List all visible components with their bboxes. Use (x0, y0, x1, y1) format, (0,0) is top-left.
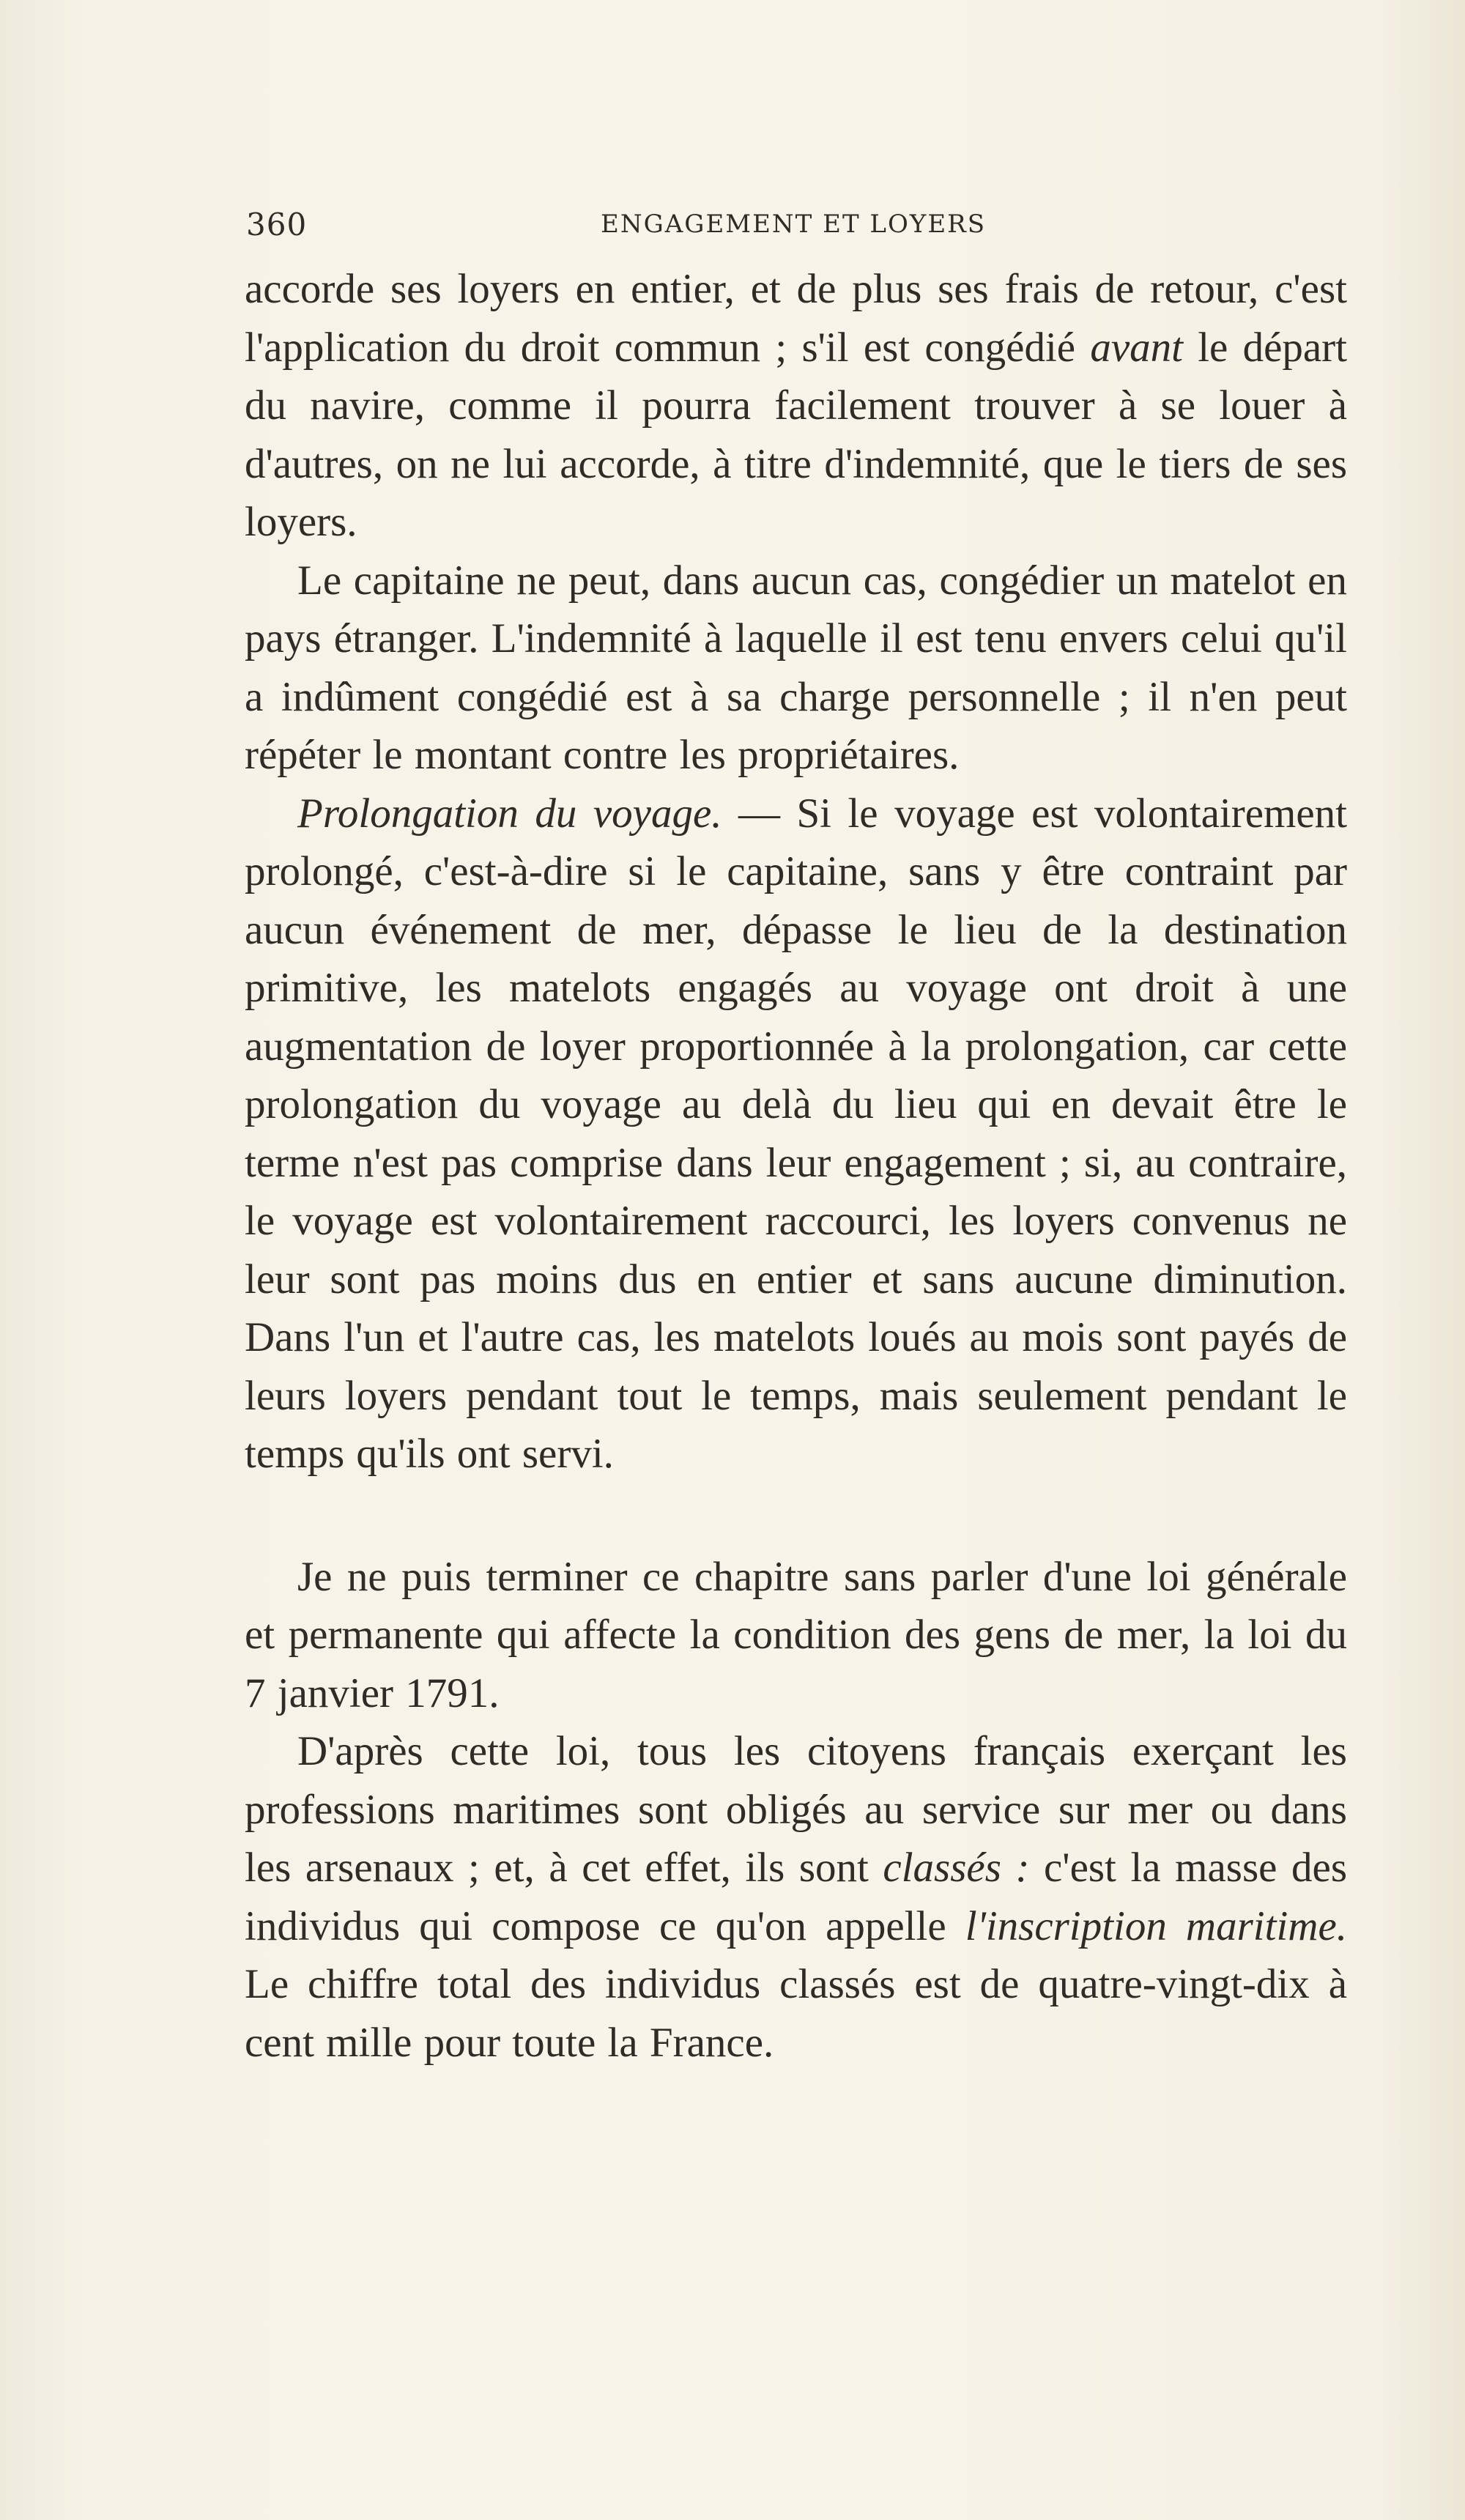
running-title: ENGAGEMENT ET LOYERS (601, 210, 987, 239)
paragraph-1-text: accorde ses loyers en entier, et de plus ses frais de retour, c'est l'application du droit commun ; s'il est congédié (245, 266, 1347, 371)
paragraph-5-text-mid: c'est la masse des individus qui compose ce qu'on appelle (245, 1845, 1347, 1949)
paragraph-1-text-end: le départ du navire, comme il pourra facilement trouver à se louer à d'autres, on ne lui accorde, à titre d'indemnité, que le tiers de ses loyers. (245, 324, 1347, 545)
paragraph-5-text-end: Le chiffre total des individus classés est de quatre-vingt-dix à cent mille pour toute la France. (245, 1961, 1347, 2066)
section-heading-prolongation: Prolongation du voyage. (297, 790, 722, 837)
paragraph-1-emphasis: avant (1090, 324, 1183, 371)
paragraph-5-text: D'après cette loi, tous les citoyens français exerçant les professions maritimes sont obligés au service sur mer ou dans les arsenaux ; et, à cet effet, ils sont (245, 1728, 1347, 1891)
paragraph-5 (245, 1722, 1347, 2072)
paragraph-4-text: Je ne puis terminer ce chapitre sans parler d'une loi générale et permanente qui affecte la condition des gens de mer, la loi du 7 janvier 1791. (245, 1553, 1347, 1716)
paragraph-5-emphasis-inscription: l'inscription maritime. (965, 1902, 1347, 1949)
paragraph-2 (245, 552, 1347, 785)
paragraph-2-text: Le capitaine ne peut, dans aucun cas, congédier un matelot en pays étranger. L'indemnité à laquelle il est tenu envers celui qu'il a indûment congédié est à sa charge personnelle ; il n'en peut répéter le montant contre les propriétaires. (245, 557, 1347, 778)
paragraph-3 (245, 785, 1347, 1483)
page-number: 360 (246, 207, 308, 242)
paragraph-3-text: — Si le voyage est volontairement prolongé, c'est-à-dire si le capitaine, sans y être contraint par aucun événement de mer, dépasse le lieu de la destination primitive, les matelots engagés au voyage ont droit à une augmentation de loyer proportionnée à la prolongation, car cette prolongation du voyage au delà du lieu qui en devait être le terme n'est pas comprise dans leur engagement ; si, au contraire, le voyage est volontairement raccourci, les loyers convenus ne leur sont pas moins dus en entier et sans aucune diminution. Dans l'un et l'autre cas, les matelots loués au mois sont payés de leurs loyers pendant tout le temps, mais seulement pendant le temps qu'ils ont servi. (245, 790, 1347, 1477)
page-header (246, 207, 1345, 251)
body-text (245, 260, 1347, 2072)
paragraph-5-emphasis-classes: classés : (883, 1845, 1030, 1891)
paragraph-4 (245, 1548, 1347, 1723)
paragraph-1 (245, 260, 1347, 552)
